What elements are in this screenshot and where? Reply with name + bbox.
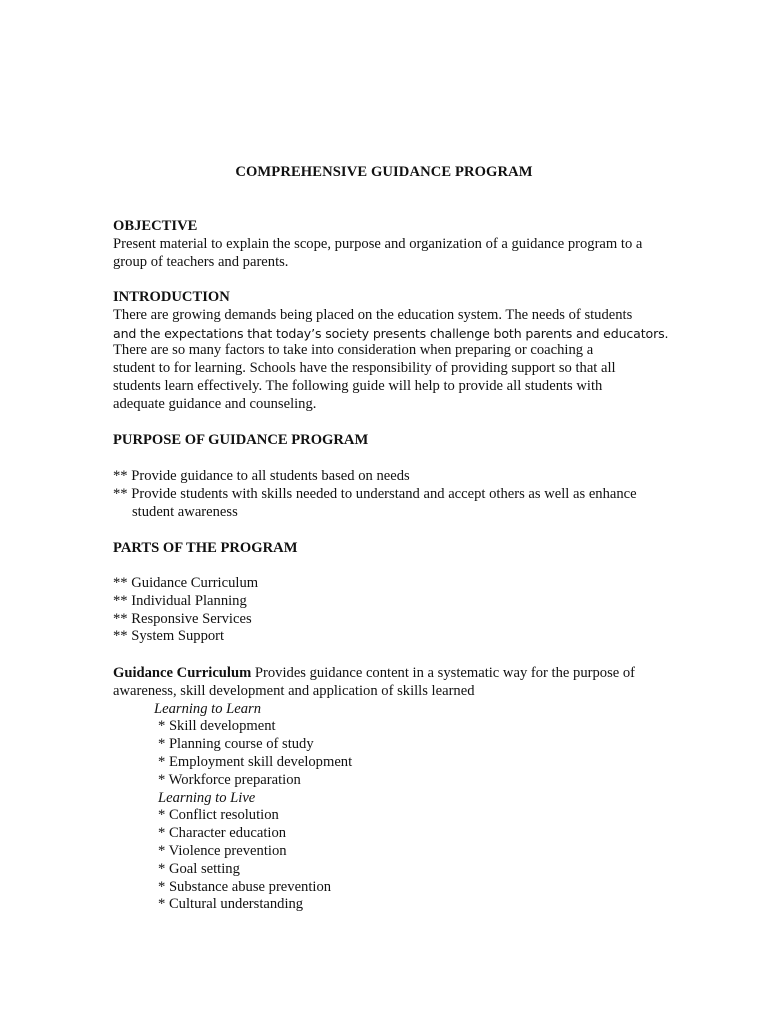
learning-to-learn-item: * Skill development — [158, 718, 276, 735]
parts-item: ** Guidance Curriculum — [113, 575, 259, 591]
purpose-item: ** Provide students with skills needed to understand and accept others as well as enhance student awareness — [113, 485, 637, 520]
learning-to-live-heading: Learning to Live — [158, 789, 256, 806]
learning-to-learn-item: * Employment skill development — [158, 753, 353, 770]
purpose-list — [113, 468, 673, 521]
purpose-section — [113, 432, 673, 450]
learning-to-live-list — [113, 807, 673, 914]
purpose-heading: PURPOSE OF GUIDANCE PROGRAM — [113, 432, 369, 448]
parts-item: ** Individual Planning — [113, 592, 247, 609]
objective-heading: OBJECTIVE — [113, 218, 198, 234]
introduction-line: There are growing demands being placed on the education system. The needs of students — [113, 306, 633, 323]
guidance-curriculum-paragraph — [113, 665, 673, 701]
introduction-line: There are so many factors to take into consideration when preparing or coaching a — [113, 342, 594, 359]
document-title: COMPREHENSIVE GUIDANCE PROGRAM — [235, 164, 533, 180]
introduction-heading: INTRODUCTION — [113, 289, 230, 305]
parts-item: ** System Support — [113, 628, 225, 645]
introduction-line: students learn effectively. The following guide will help to provide all students with — [113, 377, 603, 394]
learning-to-learn-heading: Learning to Learn — [154, 700, 262, 717]
objective-text: Present material to explain the scope, purpose and organization of a guidance program to a group of teachers and parents. — [113, 235, 643, 270]
learning-to-live-item: * Conflict resolution — [158, 807, 279, 824]
learning-to-learn-list — [113, 718, 673, 789]
learning-to-live-item: * Substance abuse prevention — [158, 878, 332, 895]
learning-to-live-item: * Violence prevention — [158, 842, 287, 859]
parts-section — [113, 540, 673, 558]
guidance-curriculum-lead: Guidance Curriculum — [113, 665, 252, 681]
introduction-line: adequate guidance and counseling. — [113, 395, 317, 412]
introduction-line: student to for learning. Schools have the responsibility of providing support so that all — [113, 360, 616, 377]
learning-to-learn-item: * Planning course of study — [158, 736, 314, 753]
objective-section — [113, 218, 673, 271]
guidance-curriculum-section — [113, 665, 673, 914]
learning-to-live-item: * Character education — [158, 825, 287, 842]
learning-to-learn-item: * Workforce preparation — [158, 771, 301, 788]
learning-to-live-item: * Goal setting — [158, 860, 240, 877]
parts-heading: PARTS OF THE PROGRAM — [113, 540, 298, 556]
learning-to-live-item: * Cultural understanding — [158, 896, 304, 913]
guidance-curriculum-text: Provides guidance content in a systematic way for the purpose of awareness, skill development and application of skills learned — [113, 665, 636, 699]
parts-item: ** Responsive Services — [113, 610, 252, 627]
purpose-item: ** Provide guidance to all students based on needs — [113, 468, 410, 484]
parts-list — [113, 575, 673, 646]
introduction-section — [113, 289, 693, 414]
introduction-line: and the expectations that today’s society presents challenge both parents and educators. — [113, 325, 669, 341]
